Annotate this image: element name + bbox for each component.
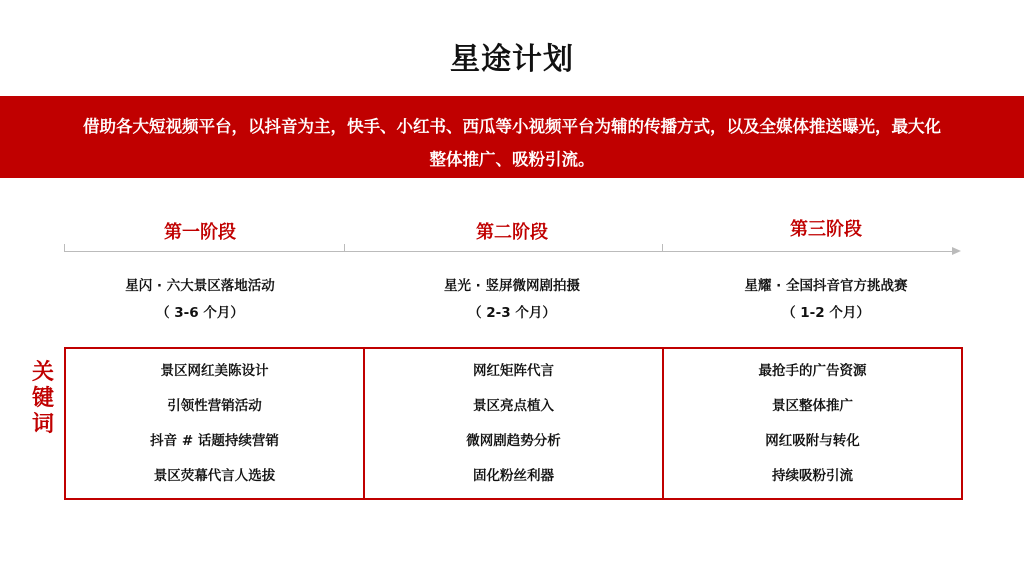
timeline-tick [662, 244, 663, 252]
stage-1-duration: （ 3-6 个月） [156, 305, 244, 321]
keywords-side-label: 关键词 [31, 360, 54, 437]
timeline-axis [64, 251, 954, 252]
stage-2-heading: 第二阶段 [476, 222, 548, 243]
keywords-grid [64, 347, 963, 500]
timeline-tick [344, 244, 345, 252]
page-title: 星途计划 [450, 42, 574, 77]
banner-line-1: 借助各大短视频平台，以抖音为主，快手、小红书、西瓜等小视频平台为辅的传播方式，以及全媒体推送曝光，最大化 [83, 117, 941, 136]
stage-3-heading: 第三阶段 [790, 219, 862, 240]
keyword-item: 固化粉丝利器 [473, 468, 554, 485]
keyword-item: 景区荧幕代言人选拔 [153, 468, 276, 485]
keyword-item: 微网剧趋势分析 [466, 433, 561, 450]
summary-banner [0, 96, 1024, 178]
keyword-item: 网红矩阵代言 [473, 362, 554, 379]
keyword-item: 最抢手的广告资源 [758, 362, 867, 379]
keyword-item: 景区网红美陈设计 [160, 362, 269, 379]
stage-3-title: 星耀 · 全国抖音官方挑战赛 [744, 278, 908, 294]
stage-1-description [60, 273, 340, 327]
banner-line-2: 整体推广、吸粉引流。 [429, 150, 595, 169]
stage-2-description [372, 273, 652, 327]
stage-2-duration: （ 2-3 个月） [468, 305, 556, 321]
keyword-item: 景区亮点植入 [473, 397, 554, 414]
stage-2-title: 星光 · 竖屏微网剧拍摄 [443, 278, 581, 294]
stage-3-description [686, 273, 966, 327]
keyword-item: 持续吸粉引流 [772, 468, 853, 485]
timeline-arrow-icon [952, 247, 961, 255]
keyword-item: 景区整体推广 [772, 397, 853, 414]
keyword-item: 引领性营销活动 [167, 397, 262, 414]
stage-2-keywords [363, 349, 662, 498]
stage-1-keywords [66, 349, 363, 498]
keyword-item: 网红吸附与转化 [765, 433, 860, 450]
stage-3-duration: （ 1-2 个月） [782, 305, 870, 321]
timeline-tick [64, 244, 65, 252]
stage-3-keywords [662, 349, 961, 498]
stage-1-title: 星闪 · 六大景区落地活动 [125, 278, 275, 294]
stage-1-heading: 第一阶段 [164, 222, 236, 243]
keyword-item: 抖音 # 话题持续营销 [150, 433, 279, 450]
